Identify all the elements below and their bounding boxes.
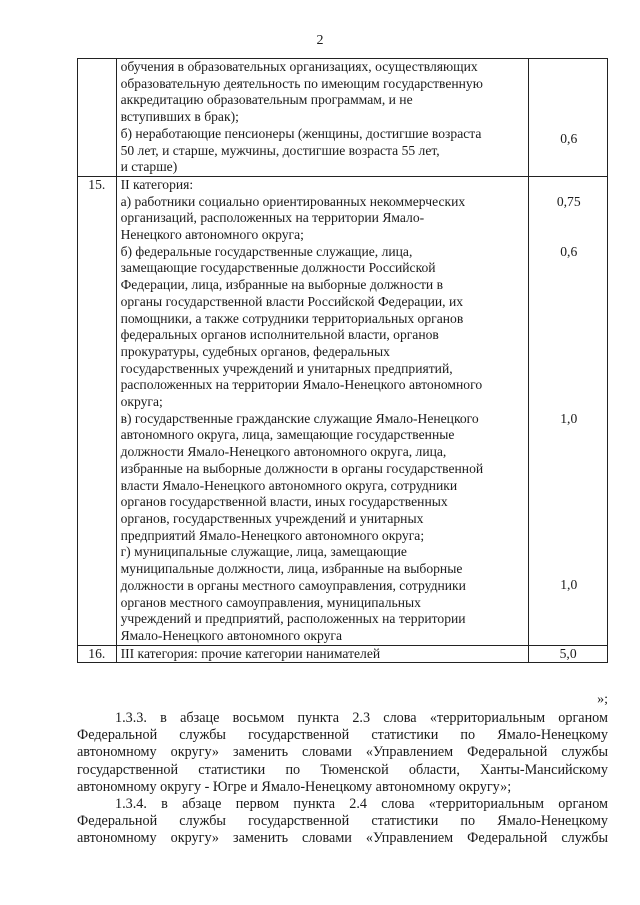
paragraph-line: 1.3.4. в абзаце первом пункта 2.4 слова «территориальным органом	[115, 796, 608, 812]
row-text: III категория: прочие категории нанимателей	[120, 645, 381, 661]
row-value: 0,75	[556, 193, 581, 209]
row-value: 0,6	[560, 243, 578, 259]
row-text-cell	[116, 645, 529, 662]
row-value-cell	[529, 645, 608, 662]
paragraph-line: Федеральной службы государственной статистики по Ямало-Ненецкому	[77, 727, 608, 744]
row-text-cell	[116, 176, 529, 645]
row-value: 1,0	[560, 576, 578, 592]
category-item: а) работники социально ориентированных некоммерческих организаций, расположенных на территории Ямало- Ненецкого автономного округа;	[120, 193, 466, 243]
row-text: обучения в образовательных организациях, осуществляющих образовательную деятельность по имеющим государственную аккредитацию образовательным программам, и не вступивших в брак); б) неработающие пенсионеры (женщины, достигшие возраста 50 лет, и старше, мужчины, достигшие возраста 55 лет, и старше)	[120, 59, 483, 175]
table-row	[78, 645, 608, 662]
closing-quote: »;	[597, 692, 608, 707]
row-number: 15.	[88, 176, 106, 192]
paragraph-line: автономному округу - Югре и Ямало-Ненецкому автономному округу»;	[77, 778, 512, 795]
category-heading: II категория:	[120, 176, 194, 192]
row-value-cell	[529, 176, 608, 645]
row-number-cell	[78, 59, 117, 177]
row-number: 16.	[88, 645, 106, 661]
row-value: 0,6	[560, 131, 578, 146]
table-row	[78, 59, 608, 177]
row-number-cell	[78, 645, 117, 662]
row-value-cell	[529, 59, 608, 177]
paragraph-line: государственной статистики по Тюменской области, Ханты-Мансийскому	[77, 761, 608, 778]
paragraph-line: 1.3.3. в абзаце восьмом пункта 2.3 слова «территориальным органом	[115, 710, 608, 726]
paragraph-1-3-3	[77, 710, 608, 796]
row-number-cell	[78, 176, 117, 645]
categories-table	[77, 58, 608, 663]
paragraph-line: автономному округу» заменить словами «Управлением Федеральной службы	[77, 744, 608, 761]
row-value: 1,0	[560, 410, 578, 426]
category-item: б) федеральные государственные служащие, лица, замещающие государственные должности Российской Федерации, лица, избранные на выборные должности в органы государственной власти Российской Федерации, их помощники, а также сотрудники территориальных органов федеральных органов исполнительной власти, органов прокуратуры, судебных органов, федеральных государственных учреждений и унитарных предприятий, расположенных на территории Ямало-Ненецкого автономного округа;	[120, 243, 483, 410]
category-item: в) государственные гражданские служащие Ямало-Ненецкого автономного округа, лица, замещающие государственные должности Ямало-Ненецкого автономного округа, лица, избранные на выборные должности в органы государственной власти Ямало-Ненецкого автономного округа, сотрудники органов государственной власти, иных государственных органов, государственных учреждений и унитарных предприятий Ямало-Ненецкого автономного округа;	[120, 410, 484, 543]
paragraph-line: автономному округу» заменить словами «Управлением Федеральной службы	[77, 830, 608, 847]
paragraph-1-3-4	[77, 796, 608, 848]
category-item: г) муниципальные служащие, лица, замещающие муниципальные должности, лица, избранные на выборные должности в органы местного самоуправления, сотрудники органов местного самоуправления, муниципальных учреждений и предприятий, расположенных на территории Ямало-Ненецкого автономного округа	[120, 544, 466, 643]
paragraph-line: Федеральной службы государственной статистики по Ямало-Ненецкому	[77, 813, 608, 830]
row-value: 5,0	[559, 645, 577, 661]
table-row	[78, 176, 608, 645]
page-number: 2	[316, 33, 324, 48]
row-text-cell	[116, 59, 529, 177]
